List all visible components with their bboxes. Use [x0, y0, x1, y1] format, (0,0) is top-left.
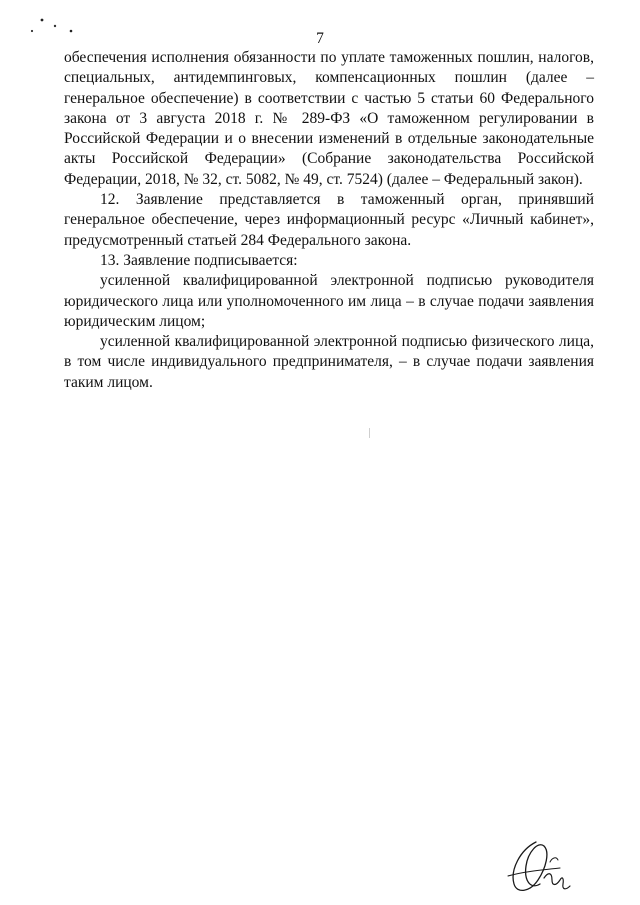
handwritten-signature-icon: [500, 832, 580, 902]
document-body: [64, 48, 594, 393]
paragraph-13: 13. Заявление подписывается:: [100, 251, 298, 269]
paragraph-12: 12. Заявление представляется в таможенный орган, принявший генеральное обеспечение, через информационный ресурс «Личный кабинет», предусмотренный статьей 284 Федерального закона.: [64, 191, 594, 249]
paragraph-individual-signature: усиленной квалифицированной электронной подписью физического лица, в том числе индивидуального предпринимателя, – в случае подачи заявления таким лицом.: [64, 333, 594, 391]
page-number: 7: [316, 30, 324, 47]
paragraph-legal-entity-signature: усиленной квалифицированной электронной подписью руководителя юридического лица или уполномоченного им лица – в случае подачи заявления юридическим лицом;: [64, 272, 594, 330]
scan-artifact: [369, 428, 370, 438]
paragraph-general-security: обеспечения исполнения обязанности по уплате таможенных пошлин, налогов, специальных, антидемпинговых, компенсационных пошлин (далее – генеральное обеспечение) в соответствии с частью 5 статьи 60 Федерального закона от 3 августа 2018 г. № 289-ФЗ «О таможенном регулировании в Российской Федерации и о внесении изменений в отдельные законодательные акты Российской Федерации» (Собрание законодательства Российской Федерации, 2018, № 32, ст. 5082, № 49, ст. 7524) (далее – Федеральный закон).: [64, 49, 594, 188]
